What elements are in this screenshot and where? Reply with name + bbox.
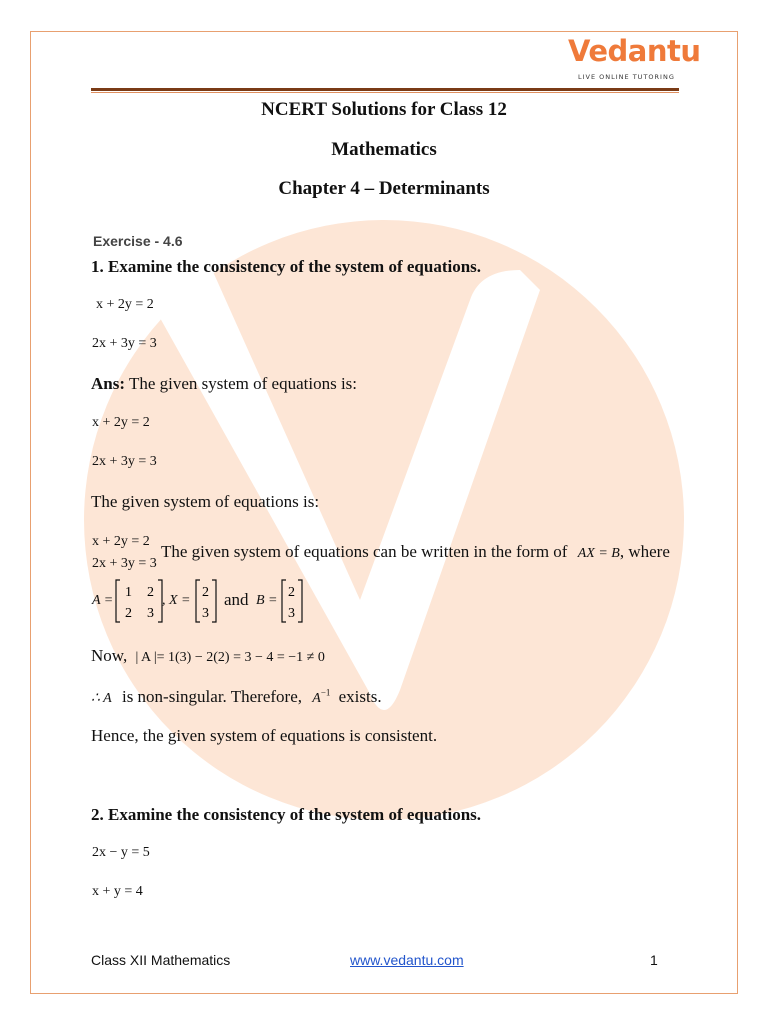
question-1: 1. Examine the consistency of the system of equations. [91, 257, 482, 276]
matrix-a-cell: 3 [147, 606, 154, 621]
determinant-line [91, 646, 325, 666]
vedantu-logo [568, 34, 701, 86]
matrix-x-label: , X = [162, 593, 191, 608]
equation: 2x + 3y = 3 [92, 556, 157, 571]
matrix-x [194, 578, 218, 624]
subject-title: Mathematics [331, 139, 437, 160]
answer-line [91, 374, 357, 394]
question-2: 2. Examine the consistency of the system of equations. [91, 805, 482, 824]
logo-wordmark: Vedantu [568, 34, 701, 68]
header-rule [91, 88, 679, 91]
matrix-a-cell: 2 [147, 585, 154, 600]
chapter-title: Chapter 4 – Determinants [278, 178, 490, 199]
nonsingular-line [91, 687, 382, 707]
logo-tagline: LIVE ONLINE TUTORING [578, 73, 675, 81]
where-text: , where [619, 542, 670, 561]
equation: x + 2y = 2 [92, 534, 150, 549]
equation: 2x + 3y = 3 [92, 336, 157, 351]
form-text: The given system of equations can be written in the form of [161, 542, 568, 561]
matrix-x-cell: 3 [202, 606, 209, 621]
matrix-b [280, 578, 304, 624]
page-title: NCERT Solutions for Class 12 [261, 99, 507, 120]
equation: 2x + 3y = 3 [92, 454, 157, 469]
form-equation: AX = B [577, 546, 620, 561]
matrix-a-cell: 2 [125, 606, 132, 621]
exists-text: exists. [338, 687, 382, 706]
matrix-a-cell: 1 [125, 585, 132, 600]
matrix-b-cell: 3 [288, 606, 295, 621]
page-number: 1 [650, 952, 658, 968]
matrix-b-cell: 2 [288, 585, 295, 600]
therefore-symbol: ∴ A [91, 691, 112, 706]
inverse-symbol: A [312, 691, 321, 706]
equation: 2x − y = 5 [92, 845, 150, 860]
matrix-a-label: A = [92, 593, 114, 608]
paragraph-line [161, 542, 670, 562]
equation: x + y = 4 [92, 884, 143, 899]
equation: x + 2y = 2 [96, 297, 154, 312]
footer-class-label: Class XII Mathematics [91, 952, 231, 968]
footer-website-link[interactable]: www.vedantu.com [350, 952, 464, 968]
matrix-x-cell: 2 [202, 585, 209, 600]
matrix-a [114, 578, 164, 624]
conclusion: Hence, the given system of equations is consistent. [91, 726, 438, 745]
now-label: Now, [91, 646, 128, 665]
matrix-b-label: B = [256, 593, 278, 608]
and-text: and [224, 590, 249, 609]
exercise-label: Exercise - 4.6 [93, 233, 183, 249]
determinant-equation: | A |= 1(3) − 2(2) = 3 − 4 = −1 ≠ 0 [135, 650, 325, 665]
inverse-superscript: −1 [320, 687, 331, 698]
nonsingular-text: is non-singular. Therefore, [121, 687, 302, 706]
paragraph: The given system of equations is: [91, 492, 320, 511]
answer-label: Ans: [91, 374, 126, 393]
header-rule-thin [91, 92, 679, 93]
answer-text: The given system of equations is: [125, 374, 358, 393]
equation: x + 2y = 2 [92, 415, 150, 430]
